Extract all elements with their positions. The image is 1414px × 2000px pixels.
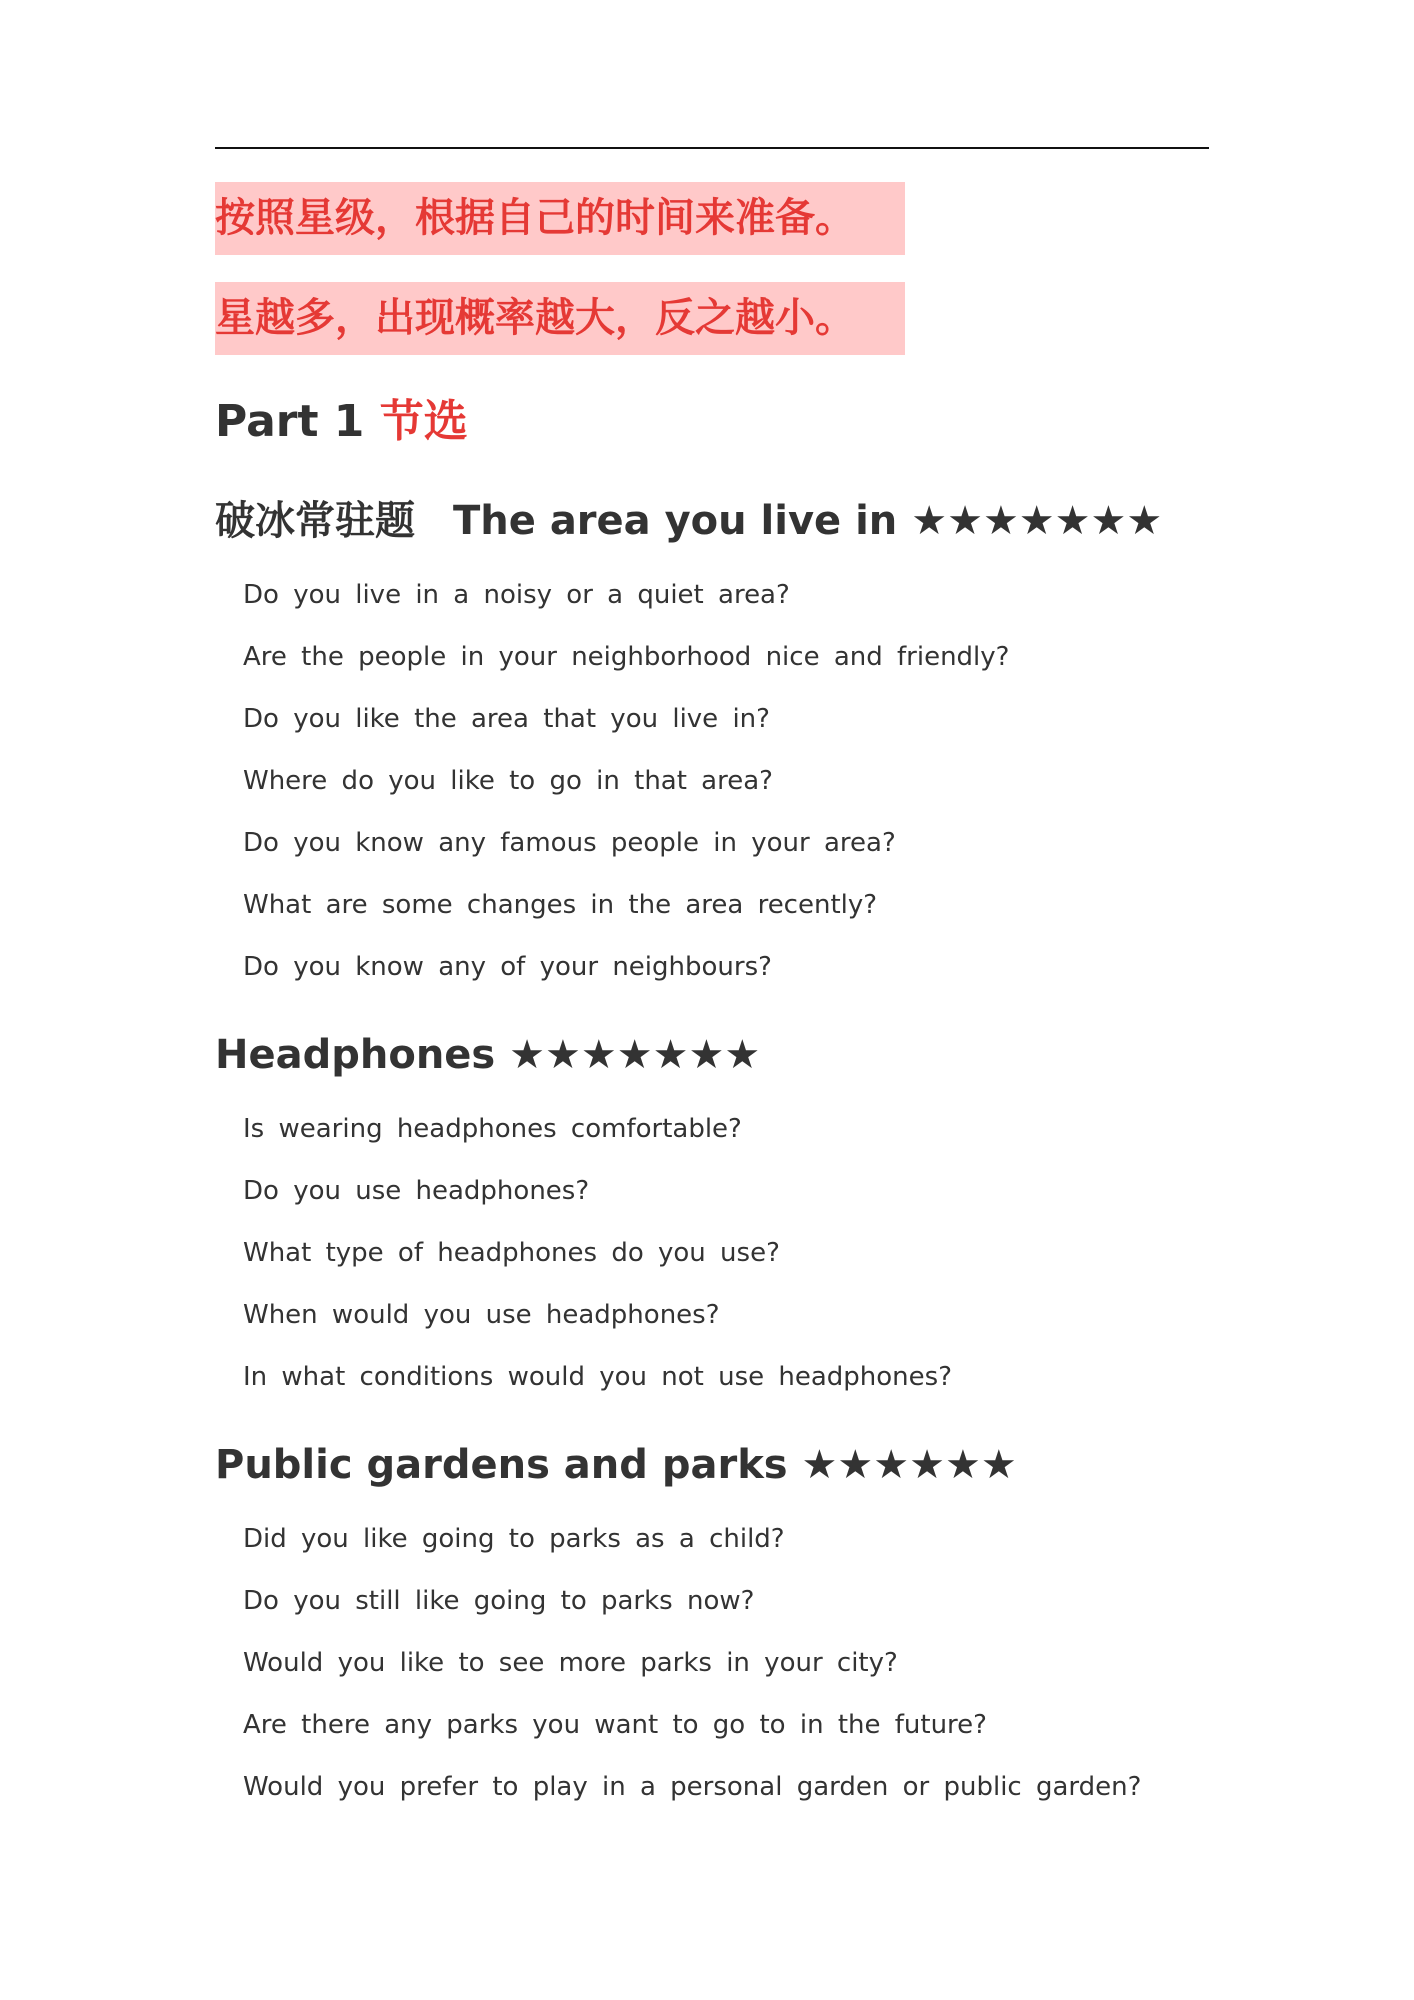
section-title: The area you live in bbox=[453, 498, 898, 544]
section-title: Public gardens and parks bbox=[215, 1442, 788, 1488]
list-item: Do you use headphones? bbox=[243, 1176, 590, 1206]
part-label: Part 1 bbox=[215, 396, 365, 447]
star-rating: ★★★★★★ bbox=[801, 1442, 1017, 1488]
list-item: What are some changes in the area recently? bbox=[243, 890, 878, 920]
part-heading bbox=[215, 392, 468, 452]
list-item: Would you prefer to play in a personal garden or public garden? bbox=[243, 1772, 1142, 1802]
question-list-public-gardens-and-parks bbox=[243, 1521, 1141, 1831]
list-item: Are there any parks you want to go to in the future? bbox=[243, 1710, 987, 1740]
list-item: What type of headphones do you use? bbox=[243, 1238, 780, 1268]
list-item: Did you like going to parks as a child? bbox=[243, 1524, 785, 1554]
highlight-notice-star-rating: 按照星级，根据自己的时间来准备。 bbox=[215, 182, 905, 255]
section-heading-area-you-live-in bbox=[215, 493, 1162, 549]
question-list-headphones bbox=[243, 1111, 952, 1421]
star-rating: ★★★★★★★ bbox=[911, 498, 1163, 544]
list-item: Where do you like to go in that area? bbox=[243, 766, 773, 796]
list-item: Would you like to see more parks in your city? bbox=[243, 1648, 898, 1678]
question-list-area-you-live-in bbox=[243, 577, 1009, 1011]
section-prefix: 破冰常驻题 bbox=[215, 498, 415, 544]
list-item: Do you like the area that you live in? bbox=[243, 704, 770, 734]
list-item: Do you live in a noisy or a quiet area? bbox=[243, 580, 790, 610]
list-item: Do you still like going to parks now? bbox=[243, 1586, 755, 1616]
list-item: In what conditions would you not use headphones? bbox=[243, 1362, 952, 1392]
section-title: Headphones bbox=[215, 1032, 496, 1078]
list-item: Do you know any of your neighbours? bbox=[243, 952, 772, 982]
star-rating: ★★★★★★★ bbox=[509, 1032, 761, 1078]
list-item: Are the people in your neighborhood nice and friendly? bbox=[243, 642, 1010, 672]
section-heading-headphones bbox=[215, 1027, 760, 1083]
list-item: Is wearing headphones comfortable? bbox=[243, 1114, 742, 1144]
header-rule bbox=[215, 147, 1209, 149]
list-item: Do you know any famous people in your area? bbox=[243, 828, 896, 858]
part-accent-label: 节选 bbox=[379, 396, 468, 447]
highlight-notice-probability: 星越多，出现概率越大，反之越小。 bbox=[215, 282, 905, 355]
list-item: When would you use headphones? bbox=[243, 1300, 720, 1330]
section-heading-public-gardens-and-parks bbox=[215, 1437, 1017, 1493]
